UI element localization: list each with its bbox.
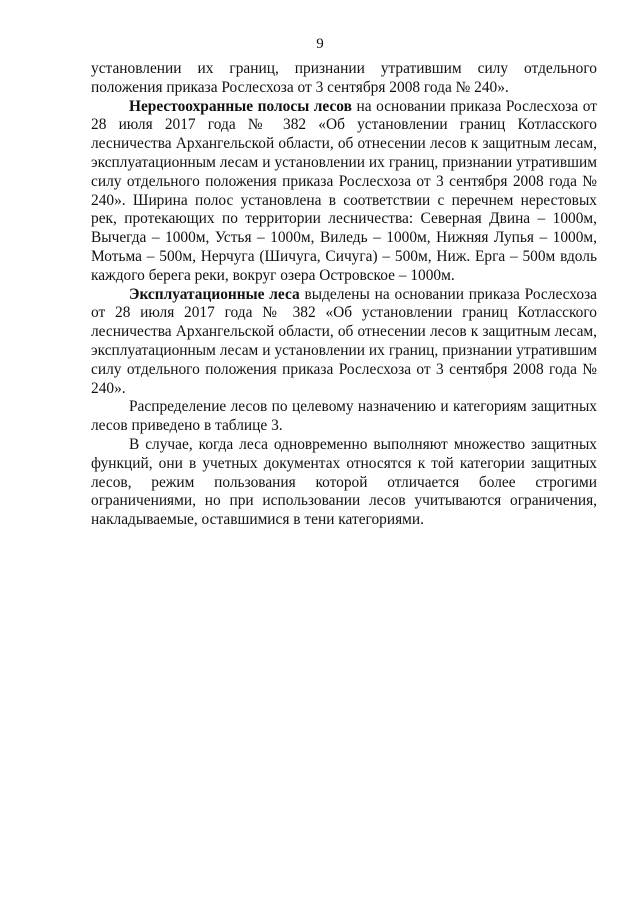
paragraph-text: В случае, когда леса одновременно выполняют множество защитных функций, они в учетных документах относятся к той категории защитных лесов, режим пользования которой отличается более строгими ограничениями, но при использовании лесов учитываются ограничения, накладываемые, оставшимися в тени категориями. [91,435,597,529]
paragraph-text: установлении их границ, признании утратившим силу отдельного положения приказа Рослесхоза от 3 сентября 2008 года № 240». [91,60,597,96]
paragraph-multiple-functions [91,436,597,530]
paragraph-text: Распределение лесов по целевому назначению и категориям защитных лесов приведено в таблице 3. [91,398,597,435]
paragraph-term: Эксплуатационные леса [129,285,300,303]
paragraph-exploitation-forests [91,286,597,399]
paragraph-continuation [91,60,597,98]
page-number: 9 [316,36,324,52]
paragraph-text: выделены на основании приказа Рослесхоза от 28 июля 2017 года № 382 «Об установлении границ Котласского лесничества Архангельской области, об отнесении лесов к защитным лесам, эксплуатационным лесам и установлении их границ, признании утратившим силу отдельного положения приказа Рослесхоза от 3 сентября 2008 года № 240». [91,285,597,397]
paragraph-term: Нерестоохранные полосы лесов [129,97,352,115]
paragraph-spawning-protection-strips [91,98,597,286]
paragraph-text: на основании приказа Рослесхоза от 28 июля 2017 года № 382 «Об установлении границ Котласского лесничества Архангельской области, об отнесении лесов к защитным лесам, эксплуатационным лесам и установлении их границ, признании утратившим силу отдельного положения приказа Рослесхоза от 3 сентября 2008 года № 240». Ширина полос установлена в соответствии с перечнем нерестовых рек, протекающих по территории лесничества: Северная Двина – 1000м, Вычегда – 1000м, Устья – 1000м, Виледь – 1000м, Нижняя Лупья – 1000м, Мотьма – 500м, Нерчуга (Шичуга, Сичуга) – 500м, Ниж. Ерга – 500м вдоль каждого берега реки, вокруг озера Островское – 1000м. [91,97,597,284]
page-body [91,60,597,530]
paragraph-forest-distribution [91,398,597,436]
